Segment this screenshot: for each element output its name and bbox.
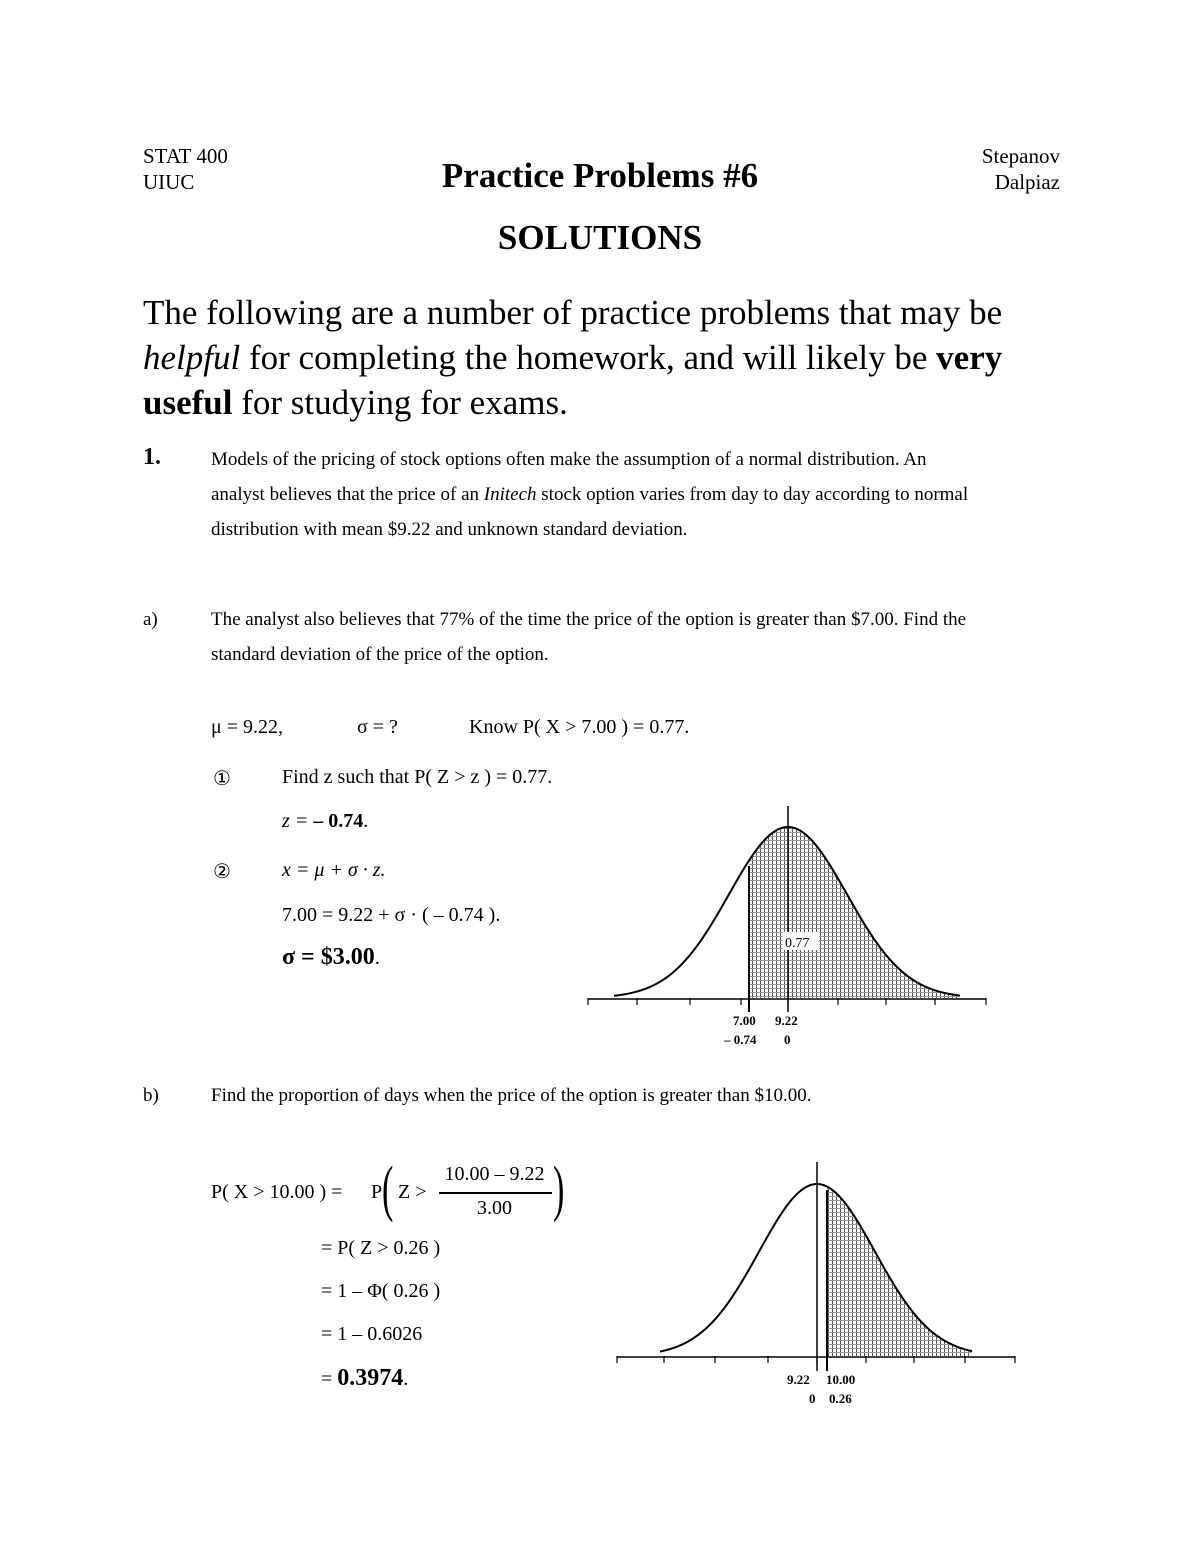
final-answer-post: . [403,1368,409,1390]
x-label-a2: 9.22 [775,1013,798,1028]
z-label-a1: – 0.74 [724,1032,757,1047]
part-b-line-1-p: P [371,1181,383,1203]
step-1-result-value: – 0.74 [313,810,364,832]
page-title: Practice Problems #6 [441,156,759,195]
part-b-label: b) [143,1085,159,1106]
step-1-result-pre: z = [282,810,314,832]
answer-equals: = [321,1368,338,1390]
step-1-marker: ① [213,768,231,790]
curve-b [660,1184,972,1352]
shaded-area-b [827,1187,972,1356]
part-b-line-3: = 1 – Φ( 0.26 ) [321,1280,441,1302]
problem-text-2: stock option varies from day to day according to normal distribution with mean $9.22 and unknown standard deviation. [211,484,969,540]
right-paren: ) [553,1155,565,1223]
course-code: STAT 400 [143,144,228,168]
step-2-substitution: 7.00 = 9.22 + σ · ( – 0.74 ). [282,904,501,926]
part-b-line-5 [321,1365,408,1392]
fraction-numerator: 10.00 – 9.22 [444,1163,545,1185]
part-b-line-1-lhs: P( X > 10.00 ) = [211,1181,343,1203]
step-1-result-post: . [363,810,369,832]
x-label-a1: 7.00 [733,1013,756,1028]
z-label-a2: 0 [784,1032,791,1047]
final-answer: 0.3974 [337,1365,404,1391]
left-paren: ( [382,1155,394,1223]
area-label-a: 0.77 [785,936,810,951]
shaded-area-a [749,827,960,998]
intro-text-2: for completing the homework, and will likely be [240,338,937,377]
problem-text-1: Models of the pricing of stock options often make the assumption of a normal distribution. An analyst believes that the price of an [211,449,927,505]
step-2-marker: ② [213,861,231,883]
step-1-text: Find z such that P( Z > z ) = 0.77. [282,766,553,788]
given-probability: Know P( X > 7.00 ) = 0.77. [469,716,690,738]
author-2: Dalpiaz [994,170,1060,194]
part-b-line-4: = 1 – 0.6026 [321,1323,423,1345]
problem-number: 1. [143,444,161,470]
part-b-line-1-z: Z > [398,1181,427,1203]
z-label-b2: 0.26 [829,1391,852,1406]
intro-italic: helpful [143,338,241,377]
part-a-question: The analyst also believes that 77% of the time the price of the option is greater than $7.00. Find the standard deviation of the price of the option. [211,609,967,665]
sigma-answer-post: . [374,947,380,969]
fraction-bar [439,1192,552,1194]
given-mu: μ = 9.22, [211,716,284,738]
author-1: Stepanov [981,144,1060,168]
part-a-label: a) [143,609,158,630]
sigma-answer: σ = $3.00 [282,944,375,970]
problem-text-italic: Initech [483,484,537,505]
z-label-b1: 0 [809,1391,816,1406]
given-sigma: σ = ? [357,716,398,738]
step-2-formula: x = μ + σ · z. [282,859,386,881]
intro-bold: very useful [143,338,1003,422]
solutions-heading: SOLUTIONS [497,218,703,257]
intro-text-1: The following are a number of practice problems that may be [143,293,1003,332]
x-label-b2: 10.00 [826,1372,856,1387]
fraction-denominator: 3.00 [477,1197,512,1219]
part-b-question: Find the proportion of days when the price of the option is greater than $10.00. [211,1085,812,1106]
school-name: UIUC [143,170,195,194]
x-label-b1: 9.22 [787,1372,810,1387]
part-b-line-2: = P( Z > 0.26 ) [321,1237,441,1259]
intro-text-3: for studying for exams. [232,383,568,422]
